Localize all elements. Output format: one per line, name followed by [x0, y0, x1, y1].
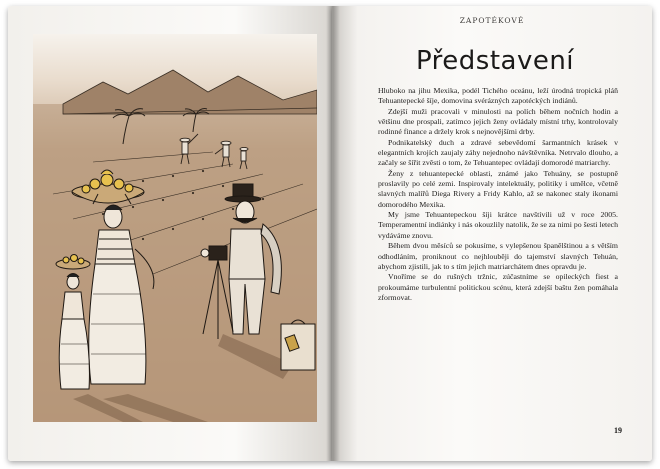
chapter-title: Představení: [415, 46, 575, 76]
right-page: [332, 6, 652, 461]
left-page: [8, 6, 332, 461]
paragraph: My jsme Tehuantepeckou šíji krátce navštívili už v roce 2005. Temperamentní indiánky i nás okouzlily natolik, že se za nimi po šesti letech vydáváme znovu.: [378, 210, 619, 240]
paragraph: Během dvou měsíců se pokusíme, s vylepšenou španělštinou a s větším odhodláním, proniknout co nejhlouběji do tajemství slavných Tehuán, abychom zjistili, jak to s tím jejich matriarchátem dnes opravdu je.: [378, 241, 618, 271]
paragraph: Vnoříme se do rušných tržnic, zúčastníme se opileckých fiest a prokoumáme turbulentní politickou scénu, která zdejší baštu žen pomáhala zformovat.: [378, 272, 618, 302]
open-book: [8, 6, 652, 461]
book-spine: [326, 6, 340, 461]
paragraph: Ženy z tehuantepecké oblasti, známé jako Tehuány, se postupně proslavily po celé zemi. Inspirovaly intelektuály, politiky i umělce, včetně slavných malířů Diega Rivery a Fridy Kahlo, až se nakonec staly ikonami domorodého Mexika.: [378, 168, 618, 209]
running-head: ZAPOTÉKOVÉ: [459, 16, 525, 25]
page-number: 19: [614, 426, 622, 435]
paragraph: Zdejší muži pracovali v minulosti na polích během nočních hodin a většinu dne prospali, zatímco jejich ženy ovládaly místní trhy, kontrolovaly rodinné finance a držely krok s nejnovějšími drby.: [378, 106, 618, 137]
body-text: [378, 86, 618, 303]
paragraph: Hluboko na jihu Mexika, podél Tichého oceánu, leží úrodná tropická pláň Tehuantepecké šíje, domovina svérázných zapotéckých indiánů.: [378, 86, 618, 106]
illustration: [33, 34, 317, 422]
suitcase: [281, 320, 315, 370]
paragraph: Podnikatelský duch a zdravé sebevědomí šarmantních krásek v elegantních krojích zaujaly záhy nejednoho návštěvníka. Netrvalo dlouho, a začaly se šířit zvěsti o tom, že Tehuantepec ovládají domorodé matriarchy.: [378, 137, 618, 168]
